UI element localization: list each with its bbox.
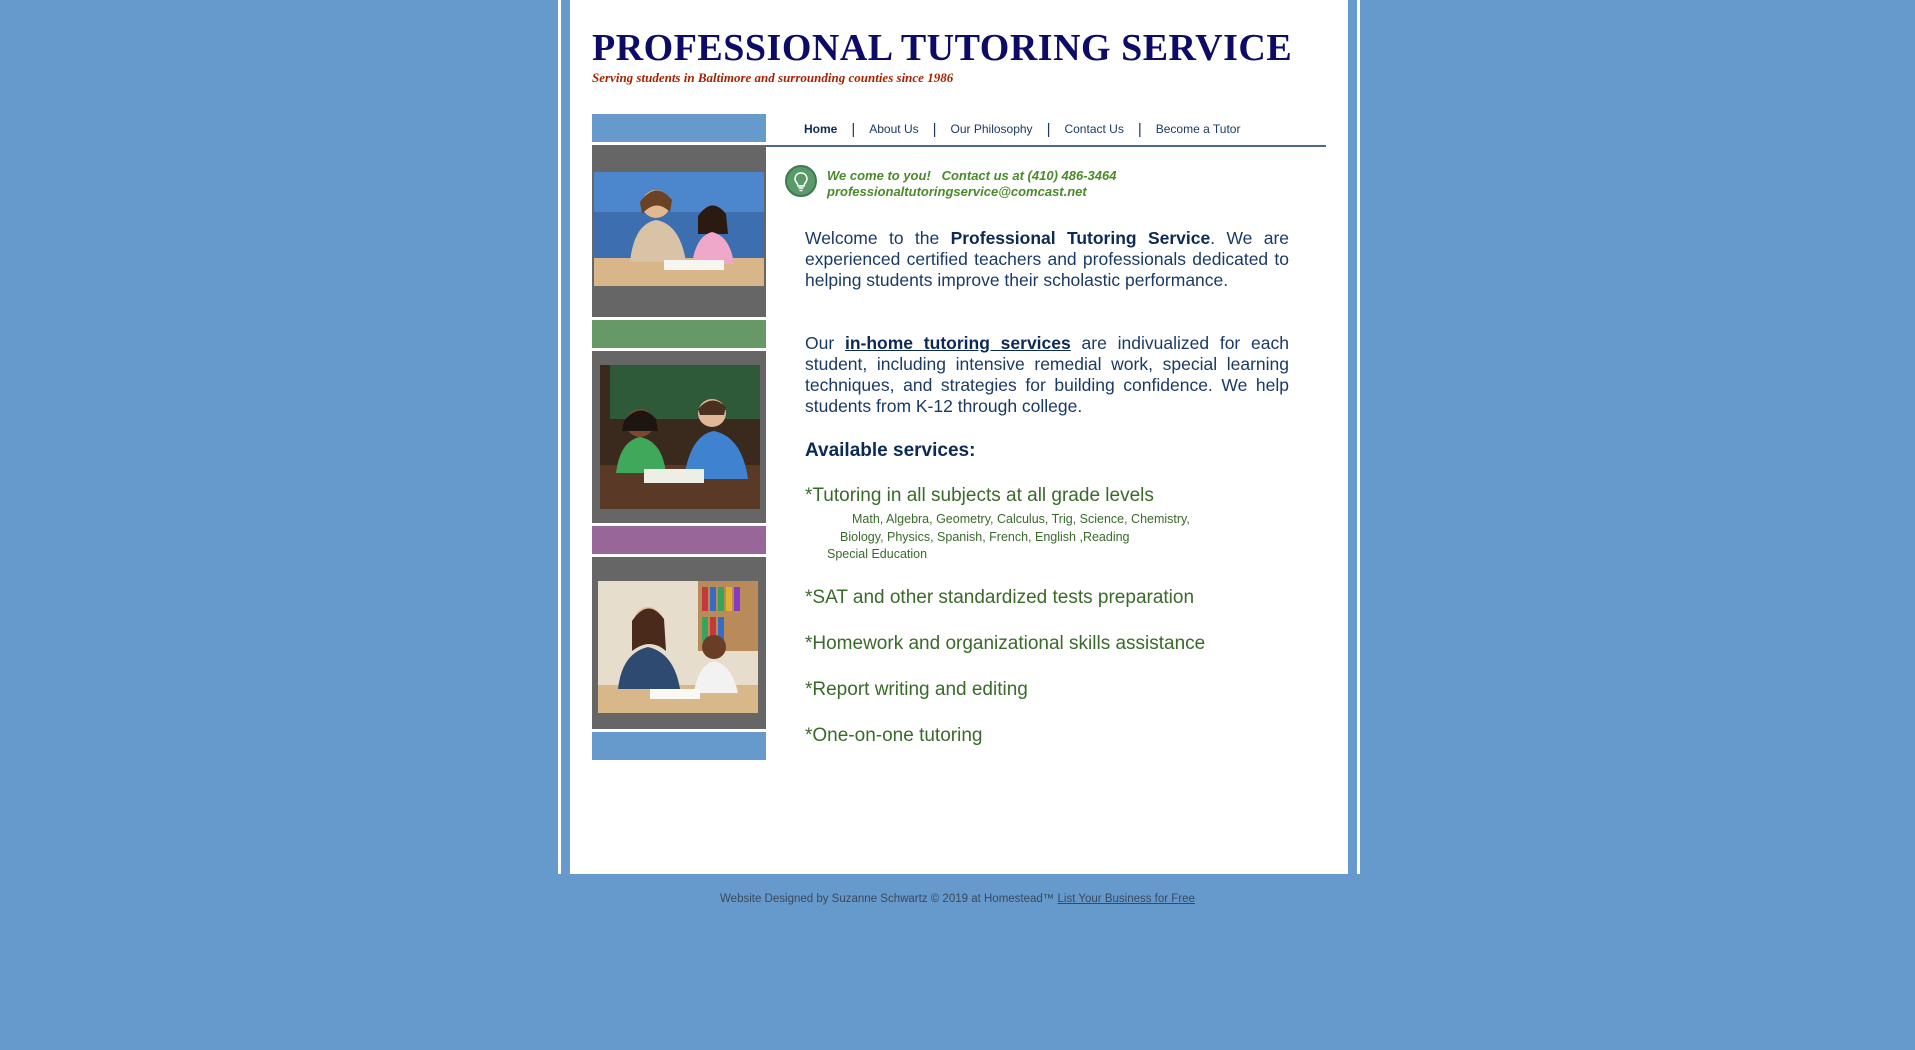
right-frame-border bbox=[1348, 0, 1360, 874]
subjects-line: Biology, Physics, Spanish, French, English ,Reading bbox=[840, 530, 1130, 544]
nav-contact-us[interactable]: Contact Us bbox=[1064, 122, 1124, 136]
subjects-line: Math, Algebra, Geometry, Calculus, Trig, Science, Chemistry, bbox=[852, 512, 1190, 526]
list-your-business-link[interactable]: List Your Business for Free bbox=[1057, 893, 1195, 905]
service-item: *Homework and organizational skills assistance bbox=[805, 633, 1206, 654]
subjects-line: Special Education bbox=[827, 547, 928, 561]
nav-home[interactable]: Home bbox=[804, 122, 838, 136]
service-item: *SAT and other standardized tests preparation bbox=[805, 587, 1195, 608]
business-name: Professional Tutoring Service bbox=[950, 228, 1211, 248]
contact-email[interactable]: professionaltutoringservice@comcast.net bbox=[827, 184, 1087, 199]
sidebar-blue-bar bbox=[592, 732, 766, 760]
sidebar-green-bar bbox=[592, 320, 766, 348]
nav-separator: | bbox=[932, 120, 937, 138]
site-tagline: Serving students in Baltimore and surrounding counties since 1986 bbox=[592, 70, 954, 85]
photo-frame bbox=[592, 557, 766, 729]
footer bbox=[0, 893, 1915, 905]
service-item: *One-on-one tutoring bbox=[805, 725, 983, 746]
nav-become-a-tutor[interactable]: Become a Tutor bbox=[1155, 122, 1241, 136]
site-title: PROFESSIONAL TUTORING SERVICE bbox=[592, 27, 1293, 69]
nav-separator: | bbox=[1046, 120, 1051, 138]
nav-separator: | bbox=[851, 120, 856, 138]
lightbulb-icon bbox=[785, 165, 817, 197]
nav-separator: | bbox=[1137, 120, 1142, 138]
contact-phone-line: We come to you! Contact us at (410) 486-3464 bbox=[827, 168, 1117, 183]
sidebar-blue-bar bbox=[592, 114, 766, 142]
photo-frame bbox=[592, 145, 766, 317]
main-nav bbox=[790, 117, 1254, 141]
available-services-heading: Available services: bbox=[805, 440, 976, 461]
left-frame-border bbox=[558, 0, 570, 874]
services-intro-end: are indivualized for each student, including intensive remedial work, special learning techniques, and strategies for building confidence. We help students from K-12 through college. bbox=[805, 333, 1289, 416]
services-intro-start: Our bbox=[805, 333, 845, 353]
sidebar-purple-bar bbox=[592, 526, 766, 554]
in-home-tutoring-link[interactable]: in-home tutoring services bbox=[844, 333, 1071, 353]
welcome-text-start: Welcome to the bbox=[805, 228, 951, 248]
nav-divider bbox=[766, 145, 1326, 147]
welcome-paragraph bbox=[805, 228, 1289, 291]
nav-about-us[interactable]: About Us bbox=[869, 122, 919, 136]
contact-info bbox=[827, 168, 1116, 200]
tutor-girl-photo bbox=[594, 172, 764, 286]
welcome-text-end: . We are experienced certified teachers and professionals dedicated to helping students improve their scholastic performance. bbox=[805, 228, 1290, 290]
photo-frame bbox=[592, 351, 766, 523]
sidebar bbox=[592, 114, 766, 763]
main-content bbox=[805, 228, 1289, 747]
page-container bbox=[570, 0, 1348, 874]
footer-credit: Website Designed by Suzanne Schwartz © 2019 at Homestead™ bbox=[720, 893, 1058, 905]
tutor-boy-bookshelf-photo bbox=[598, 581, 758, 713]
service-item: *Report writing and editing bbox=[805, 679, 1028, 700]
nav-our-philosophy[interactable]: Our Philosophy bbox=[950, 122, 1033, 136]
service-item: *Tutoring in all subjects at all grade levels bbox=[805, 485, 1154, 506]
tutor-boy-classroom-photo bbox=[600, 365, 760, 509]
services-intro-paragraph bbox=[805, 333, 1289, 417]
